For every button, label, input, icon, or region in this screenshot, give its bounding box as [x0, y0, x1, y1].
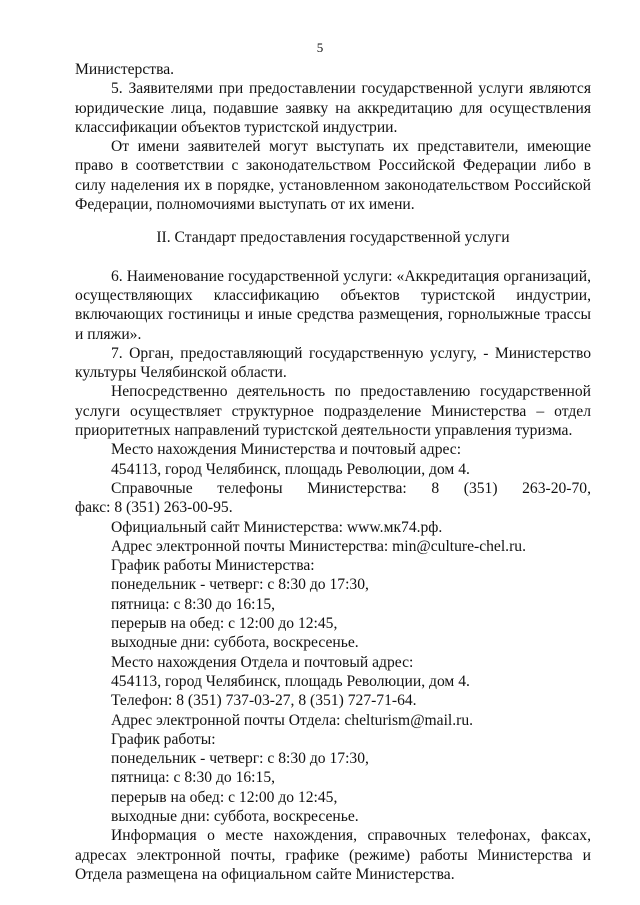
ministry-schedule-line: перерыв на обед: с 12:00 до 12:45, [111, 615, 338, 633]
department-schedule-line: выходные дни: суббота, воскресенье. [111, 807, 359, 825]
phones-word: телефоны [217, 479, 283, 497]
ministry-location-label: Место нахождения Министерства и почтовый адрес: [111, 441, 462, 459]
ministry-fax: факс: 8 (351) 263-00-95. [75, 499, 233, 517]
department-schedule-title: График работы: [111, 730, 216, 748]
department-schedule-line: пятница: с 8:30 до 16:15, [111, 769, 276, 787]
department-address: 454113, город Челябинск, площадь Революции, дом 4. [111, 672, 470, 690]
ministry-schedule-line: понедельник - четверг: с 8:30 до 17:30, [111, 576, 369, 594]
paragraph-7-department: Непосредственно деятельность по предоставлению государственной услуги осуществляет структурное подразделение Министерства – отдел приоритетных направлений туристской деятельности управления туризма. [75, 383, 591, 440]
ministry-site: Официальный сайт Министерства: www.мк74.рф. [111, 518, 443, 536]
phones-word: 8 [431, 479, 440, 497]
department-phone: Телефон: 8 (351) 737-03-27, 8 (351) 727-71-64. [111, 692, 417, 710]
ministry-schedule-line: выходные дни: суббота, воскресенье. [111, 634, 359, 652]
ministry-address: 454113, город Челябинск, площадь Революции, дом 4. [111, 460, 470, 478]
phones-word: 263-20-70, [522, 479, 591, 497]
paragraph-6: 6. Наименование государственной услуги: «Аккредитация организаций, осуществляющих классификацию объектов туристской индустрии, включающих гостиницы и иные средства размещения, горнолыжные трассы и пляжи». [75, 267, 591, 343]
department-location-label: Место нахождения Отдела и почтовый адрес: [111, 653, 414, 671]
department-schedule-line: перерыв на обед: с 12:00 до 12:45, [111, 788, 338, 806]
phones-word: Министерства: [307, 479, 407, 497]
closing-paragraph: Информация о месте нахождения, справочных телефонах, факсах, адресах электронной почты, графике (режиме) работы Министерства и Отдела размещена на официальном сайте Министерства. [75, 827, 591, 883]
phones-word: Справочные [111, 479, 193, 497]
ministry-schedule-line: пятница: с 8:30 до 16:15, [111, 595, 276, 613]
paragraph-7: 7. Орган, предоставляющий государственную услугу, - Министерство культуры Челябинской области. [75, 344, 591, 382]
phones-word: (351) [463, 479, 498, 497]
ministry-email: Адрес электронной почты Министерства: min@culture-chel.ru. [111, 537, 526, 555]
department-email: Адрес электронной почты Отдела: chelturism@mail.ru. [111, 711, 474, 729]
intro-line: Министерства. [75, 61, 175, 78]
page-number: 5 [316, 40, 324, 55]
department-schedule-line: понедельник - четверг: с 8:30 до 17:30, [111, 750, 369, 768]
document-body [75, 60, 591, 884]
paragraph-5: 5. Заявителями при предоставлении государственной услуги являются юридические лица, подавшие заявку на аккредитацию для осуществления классификации объектов туристской индустрии. [75, 80, 591, 136]
paragraph-5-representatives: От имени заявителей могут выступать их представители, имеющие право в соответствии с законодательством Российской Федерации либо в силу наделения их в порядке, установленном законодательством Российской Федерации, полномочиями выступать от их имени. [75, 138, 591, 214]
ministry-schedule-title: График работы Министерства: [111, 557, 315, 575]
ministry-phones-line [75, 479, 591, 498]
section-title: II. Стандарт предоставления государственной услуги [156, 229, 510, 247]
